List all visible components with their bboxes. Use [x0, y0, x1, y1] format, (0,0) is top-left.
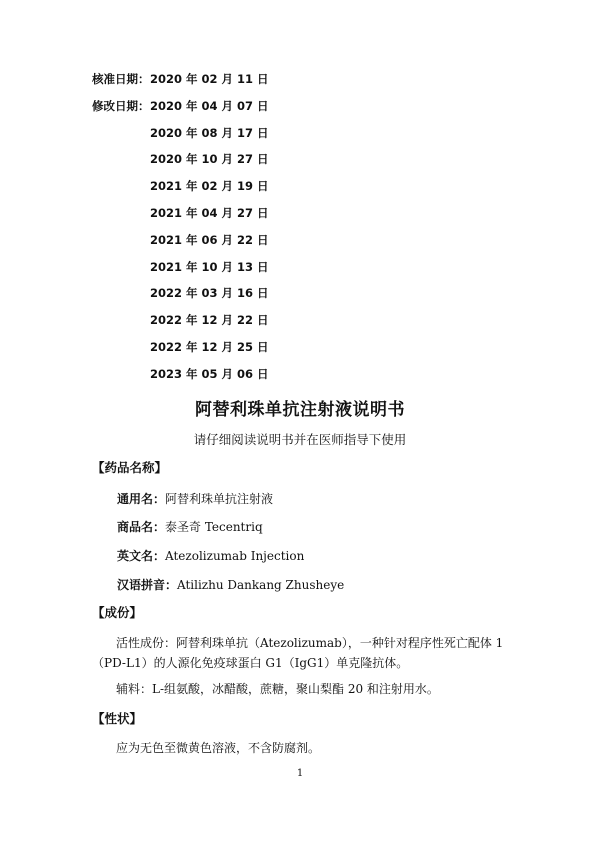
revision-date: 2021 年 02 月 19 日 — [150, 179, 269, 194]
revision-date: 2023 年 05 月 06 日 — [150, 366, 269, 381]
approval-date: 2020 年 02 月 11 日 — [150, 72, 269, 86]
revision-date: 2022 年 12 月 22 日 — [150, 313, 269, 328]
revision-date: 2021 年 04 月 27 日 — [150, 205, 269, 220]
description-heading: 【性状】 — [92, 711, 143, 726]
revision-date: 2020 年 10 月 27 日 — [150, 152, 269, 167]
revision-date: 2020 年 08 月 17 日 — [150, 125, 269, 140]
revision-date-row — [92, 97, 269, 124]
english-name-field — [117, 547, 304, 564]
revision-date: 2020 年 04 月 07 日 — [150, 98, 269, 113]
trade-name-value: 泰圣奇 Tecentriq — [165, 520, 263, 534]
document-title: 阿替利珠单抗注射液说明书 — [195, 400, 405, 420]
approval-date-label: 核准日期： — [92, 72, 150, 86]
pinyin-name-value: Atilizhu Dankang Zhusheye — [177, 578, 345, 592]
approval-date-row — [92, 70, 269, 97]
revision-date: 2022 年 12 月 25 日 — [150, 339, 269, 354]
revision-date-row — [92, 338, 269, 365]
page-number: 1 — [296, 768, 304, 779]
revision-date-row — [92, 150, 269, 177]
revision-date-row — [92, 311, 269, 338]
revision-date-row — [92, 231, 269, 258]
revision-date-row — [92, 177, 269, 204]
revision-date: 2022 年 03 月 16 日 — [150, 286, 269, 301]
revision-date-row — [92, 284, 269, 311]
document-subtitle: 请仔细阅读说明书并在医师指导下使用 — [193, 432, 407, 447]
revision-history — [92, 70, 269, 392]
revision-date: 2021 年 10 月 13 日 — [150, 259, 269, 274]
excipients-text: 辅料：L-组氨酸，冰醋酸，蔗糖，聚山梨酯 20 和注射用水。 — [116, 682, 439, 696]
pinyin-name-label: 汉语拼音： — [117, 578, 178, 592]
generic-name-label: 通用名： — [117, 492, 166, 506]
generic-name-field — [117, 490, 273, 507]
revision-date-row — [92, 258, 269, 285]
english-name-label: 英文名： — [117, 549, 166, 563]
generic-name-value: 阿替利珠单抗注射液 — [165, 492, 274, 506]
trade-name-label: 商品名： — [117, 520, 166, 534]
composition-heading: 【成份】 — [92, 605, 143, 620]
description-text: 应为无色至微黄色溶液，不含防腐剂。 — [116, 741, 321, 755]
pinyin-name-field — [117, 576, 344, 593]
active-ingredient-text: 活性成份：阿替利珠单抗（Atezolizumab），一种针对程序性死亡配体 1（PD-L1）的人源化免疫球蛋白 G1（IgG1）单克隆抗体。 — [92, 636, 504, 670]
english-name-value: Atezolizumab Injection — [165, 549, 305, 563]
revision-date-row — [92, 124, 269, 151]
revision-date-label: 修改日期： — [92, 98, 150, 113]
revision-date-row — [92, 365, 269, 392]
drug-name-heading: 【药品名称】 — [92, 460, 168, 475]
revision-date-row — [92, 204, 269, 231]
trade-name-field — [117, 518, 263, 535]
revision-date: 2021 年 06 月 22 日 — [150, 232, 269, 247]
